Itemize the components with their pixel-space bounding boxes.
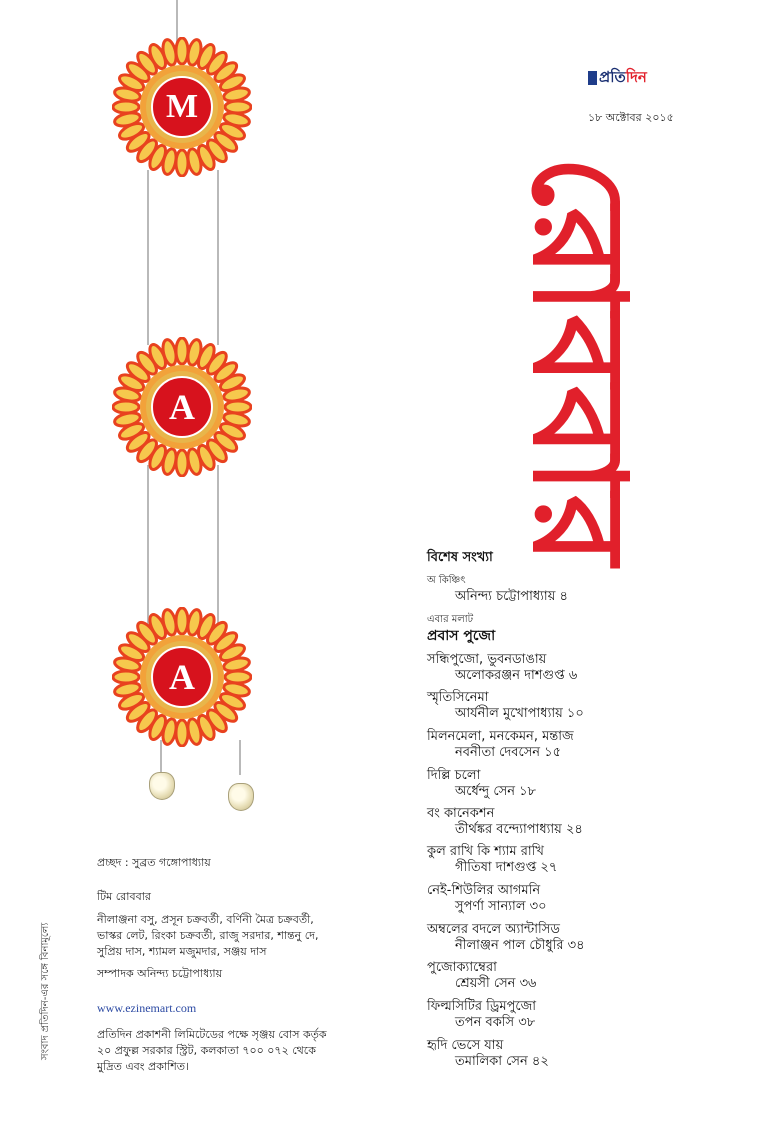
toc-entry [427,612,495,644]
toc-author: তীর্থঙ্কর বন্দ্যোপাধ্যায় ২৪ [455,822,583,837]
toc-title: কুল রাখি কি শ্যাম রাখি [427,844,544,859]
hanging-string [147,170,149,345]
toc-author: গীতিষা দাশগুপ্ত ২৭ [455,860,558,875]
toc-title: দিল্লি চলো [427,768,481,783]
magazine-title-text: রোববার [503,155,653,565]
ornament-petal [225,401,251,413]
team-label: টিম রোববার [97,890,151,903]
toc-author: অলোকরঞ্জন দাশগুপ্ত ৬ [455,668,578,683]
toc-title: অম্বলের বদলে অ্যান্টাসিড [427,922,560,937]
publisher-info-line: ২০ প্রফুল্ল সরকার স্ট্রিট, কলকাতা ৭০০ ০৭২ থেকে [97,1044,316,1057]
toc-entry [427,922,585,954]
toc-author: তপন বকসি ৩৮ [455,1015,536,1030]
toc-entry [427,1038,549,1070]
toc-title: স্মৃতিসিনেমা [427,690,489,705]
toc-author: অনিন্দ্য চট্টোপাধ্যায় ৪ [455,589,568,604]
ornament-petal [225,101,251,113]
toc-category: এবার মলাট [427,614,474,625]
ornament-petal [176,720,188,746]
team-members [97,912,318,960]
issue-date: ১৮ অক্টোবর ২০১৫ [588,111,674,124]
toc-title: বং কানেকশন [427,806,495,821]
website-link[interactable]: www.ezinemart.com [97,1001,197,1015]
toc-title: মিলনমেলা, মনকেমন, মন্তাজ [427,729,574,744]
toc-entry [427,806,583,838]
team-members-line: সুপ্রিয় দাস, শ্যামল মজুমদার, সঞ্জয় দাস [97,945,267,958]
ornament-petal [113,401,139,413]
toc-author: আর্যনীল মুখোপাধ্যায় ১০ [455,706,584,721]
ornament-medallion [112,607,252,747]
toc-author: সুপর্ণা সান্যাল ৩০ [455,899,547,914]
ornament-tassel [228,783,254,811]
brand-logo-mark [588,71,597,85]
ornament-petal [176,338,188,364]
magazine-title [430,150,690,570]
toc-entry [427,960,536,992]
toc-entry [427,690,584,722]
ornament-letter: M [165,88,199,125]
editor-credit: সম্পাদক অনিন্দ্য চট্টোপাধ্যায় [97,967,223,980]
brand-logo [588,67,664,89]
ornament-letter: A [169,657,195,697]
team-members-line: ভাস্কর লেট, রিংকা চক্রবর্তী, রাজু সরদার, শান্তনু দে, [97,929,319,942]
toc-category: অ কিঞ্চিৎ [427,575,466,586]
toc-entry [427,883,547,915]
toc-entry [427,844,557,876]
toc-title: পুজোক্যাম্বেরা [427,960,497,975]
free-supplement-note: সংবাদ প্রতিদিন-এর সঙ্গে বিনামূল্যে [40,922,51,1060]
cover-credit: প্রচ্ছদ : সুব্রত গঙ্গোপাধ্যায় [97,856,211,869]
toc-author: অর্ধেন্দু সেন ১৮ [455,784,536,799]
toc-entry [427,652,577,684]
toc-author: নীলাঞ্জন পাল চৌধুরি ৩৪ [455,938,585,953]
ornament-letter: A [169,387,195,427]
ornament-petal [176,38,188,64]
ornament-medallion [112,337,252,477]
team-members-line: নীলাঞ্জনা বসু, প্রসূন চক্রবর্তী, বর্ণিনী মৈত্র চক্রবর্তী, [97,913,314,926]
toc-entry [427,573,568,605]
toc-author: শ্রেয়সী সেন ৩৬ [455,976,537,991]
hanging-string [217,170,219,345]
ornament-petal [113,101,139,113]
toc-entry [427,729,574,761]
publisher-info-line: মুদ্রিত এবং প্রকাশিত। [97,1060,189,1073]
special-issue-heading: বিশেষ সংখ্যা [427,550,493,565]
ornament-medallion [112,37,252,177]
toc-author: তমালিকা সেন ৪২ [455,1054,549,1069]
toc-title: নেই-শিউলির আগমনি [427,883,541,898]
ornament-petal [176,150,188,176]
ornament-tassel [149,772,175,800]
brand-name: প্রতিদিন [599,67,647,86]
publisher-info [97,1027,327,1075]
publisher-info-line: প্রতিদিন প্রকাশনী লিমিটেডের পক্ষে সৃঞ্জয় বোস কর্তৃক [97,1028,327,1041]
ornament-petal [113,671,139,683]
toc-title: সন্ধিপুজো, ভুবনডাঙায় [427,652,547,667]
ornament-petal [176,450,188,476]
ornament-petal [176,608,188,634]
ornament-petal [225,671,251,683]
toc-author: নবনীতা দেবসেন ১৫ [455,745,562,760]
toc-entry [427,768,536,800]
toc-title: প্রবাস পুজো [427,628,496,644]
toc-title: হৃদি ভেসে যায় [427,1038,504,1053]
toc-entry [427,999,536,1031]
toc-title: ফিল্মসিটির ড্রিমপুজো [427,999,537,1014]
